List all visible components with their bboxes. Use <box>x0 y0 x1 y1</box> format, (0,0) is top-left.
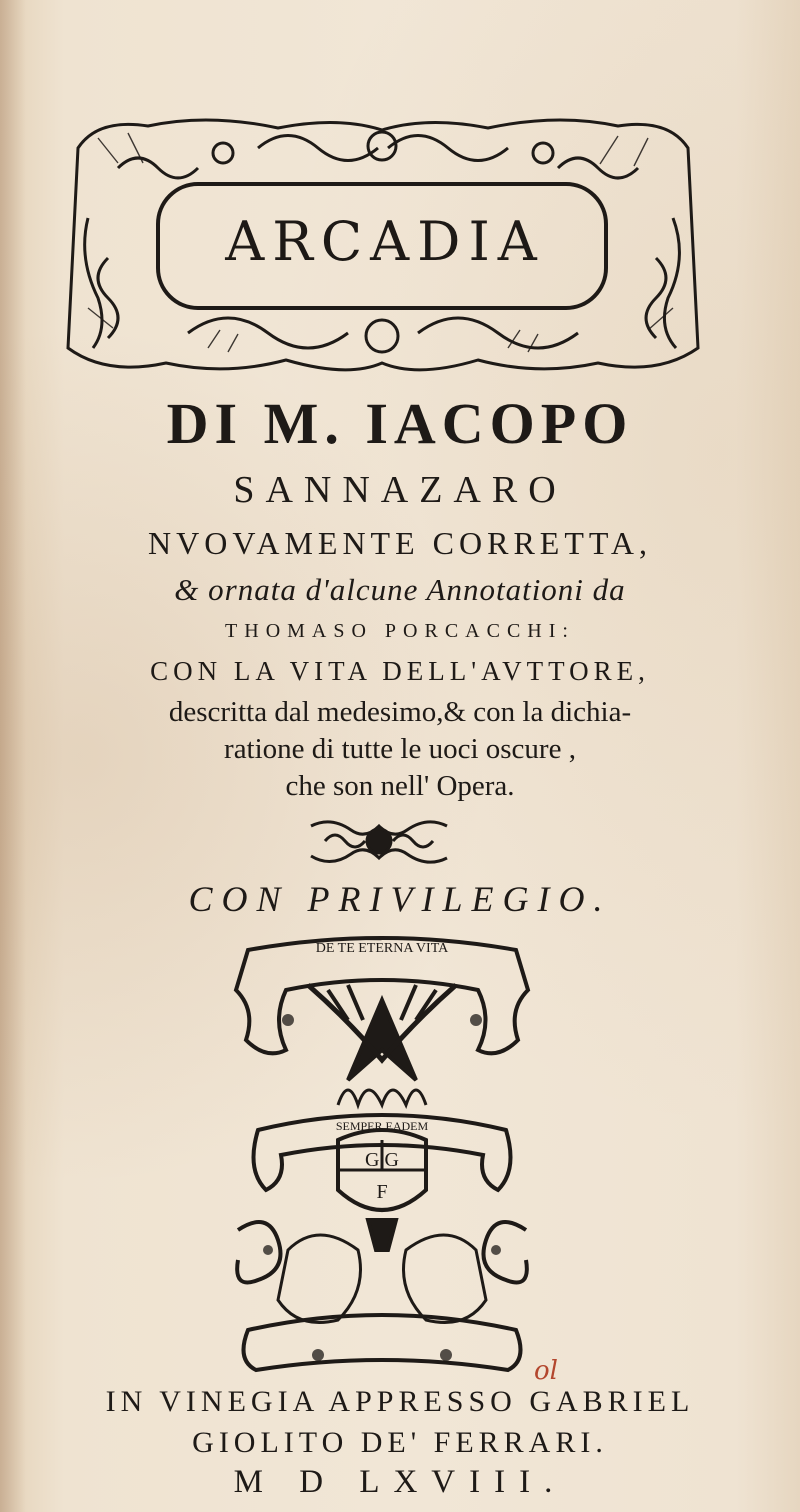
imprint-line-2: GIOLITO DE' FERRARI. <box>192 1426 608 1459</box>
in-work-line: che son nell' Opera. <box>285 770 515 802</box>
declaration-line: ratione di tutte le uoci oscure , <box>224 733 576 765</box>
printer-phoenix-device-icon <box>228 930 536 1380</box>
with-life-line: CON LA VITA DELL'AVTTORE, <box>150 656 650 686</box>
ornate-line: & ornata d'alcune Annotationi da <box>174 572 626 607</box>
mask-ornament-icon <box>305 814 453 868</box>
device-banner-top: DE TE ETERNA VITA <box>315 941 449 956</box>
device-motto: SEMPER EADEM <box>335 1119 429 1133</box>
corrected-line: NVOVAMENTE CORRETTA, <box>148 525 652 561</box>
handwritten-note: ol <box>534 1356 558 1386</box>
imprint-line-1: IN VINEGIA APPRESSO GABRIEL <box>105 1385 695 1418</box>
device-initial-bottom: F <box>376 1181 388 1203</box>
device-initials-top: G G <box>365 1149 399 1171</box>
described-line: descritta dal medesimo,& con la dichia- <box>168 696 632 728</box>
surname-line: SANNAZARO <box>233 469 567 511</box>
annotator-line: THOMASO PORCACCHI: <box>225 620 575 642</box>
imprint-year: M D LXVIII. <box>233 1464 567 1500</box>
privilege-line: CON PRIVILEGIO. <box>188 879 612 919</box>
author-line: DI M. IACOPO <box>166 391 634 456</box>
frame-title: ARCADIA <box>225 210 545 273</box>
